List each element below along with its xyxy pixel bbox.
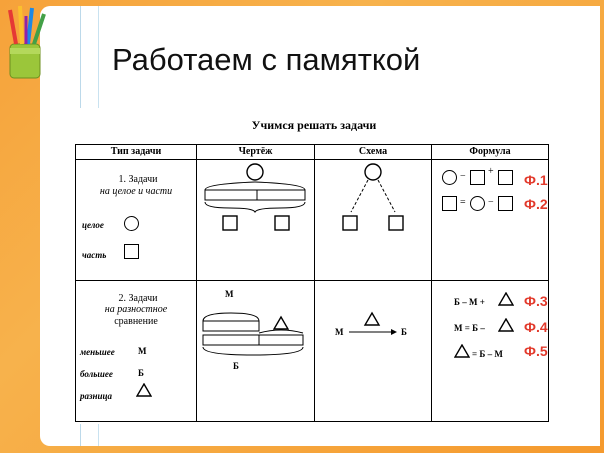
formula-id-f3: Ф.3 <box>524 293 548 309</box>
row1-type-cell <box>76 160 197 281</box>
row2-formula-cell <box>432 281 549 422</box>
sheet-title: Учимся решать задачи <box>251 118 377 132</box>
row2-scheme-cell <box>315 281 432 422</box>
formula2-op1: = <box>460 197 466 208</box>
drawing-b-label: Б <box>233 361 239 371</box>
row1-formula-cell <box>432 160 549 281</box>
bigger-label: большее <box>80 369 113 379</box>
row2-type-line3: сравнение <box>114 316 158 327</box>
header-task-type: Тип задачи <box>76 145 197 160</box>
circle-icon <box>470 196 485 211</box>
smaller-symbol: М <box>138 346 147 356</box>
difference-comparison-scheme <box>315 281 431 421</box>
task-table <box>75 144 549 422</box>
header-scheme: Схема <box>315 145 432 160</box>
square-icon <box>470 170 485 185</box>
circle-icon <box>442 170 457 185</box>
formula1-op1: − <box>460 171 466 182</box>
square-icon <box>442 196 457 211</box>
formula2-op2: − <box>488 197 494 208</box>
part-label: часть <box>82 250 107 260</box>
formula3-text: Б – М + <box>454 297 485 307</box>
row2-type-line1: 2. Задачи <box>118 293 158 304</box>
formula-id-f1: Ф.1 <box>524 172 548 188</box>
smaller-label: меньшее <box>80 347 115 357</box>
circle-icon <box>124 216 139 231</box>
formula-id-f5: Ф.5 <box>524 343 548 359</box>
row2-drawing-cell <box>197 281 315 422</box>
triangle-icon <box>454 344 470 358</box>
square-icon <box>498 196 513 211</box>
formula-id-f2: Ф.2 <box>524 196 548 212</box>
formula5-text: = Б – М <box>472 349 503 359</box>
whole-parts-drawing <box>197 160 314 280</box>
difference-label: разница <box>80 391 113 401</box>
row1-type-line2: на целое и части <box>99 186 173 197</box>
triangle-icon <box>498 318 514 332</box>
scheme-m-label: М <box>335 327 344 337</box>
square-icon <box>124 244 139 259</box>
formula-id-f4: Ф.4 <box>524 319 548 335</box>
pencil-cup-icon <box>4 4 48 80</box>
row1-drawing-cell <box>197 160 315 281</box>
difference-comparison-drawing <box>197 281 314 421</box>
whole-parts-scheme <box>315 160 431 280</box>
square-icon <box>498 170 513 185</box>
slide-title: Работаем с памяткой <box>112 42 421 77</box>
drawing-m-label: М <box>225 289 234 299</box>
formula4-text: М = Б – <box>454 323 485 333</box>
formula1-op2: + <box>488 166 494 177</box>
triangle-icon <box>136 383 152 397</box>
scheme-b-label: Б <box>401 327 407 337</box>
bigger-symbol: Б <box>138 368 144 378</box>
whole-label: целое <box>82 220 104 230</box>
row1-scheme-cell <box>315 160 432 281</box>
row2-type-line2: на разностное <box>104 304 168 315</box>
row2-type-cell <box>76 281 197 422</box>
triangle-icon <box>498 292 514 306</box>
row1-type-line1: 1. Задачи <box>118 174 158 185</box>
reference-sheet <box>75 108 553 424</box>
header-formula: Формула <box>432 145 549 160</box>
header-drawing: Чертёж <box>197 145 315 160</box>
